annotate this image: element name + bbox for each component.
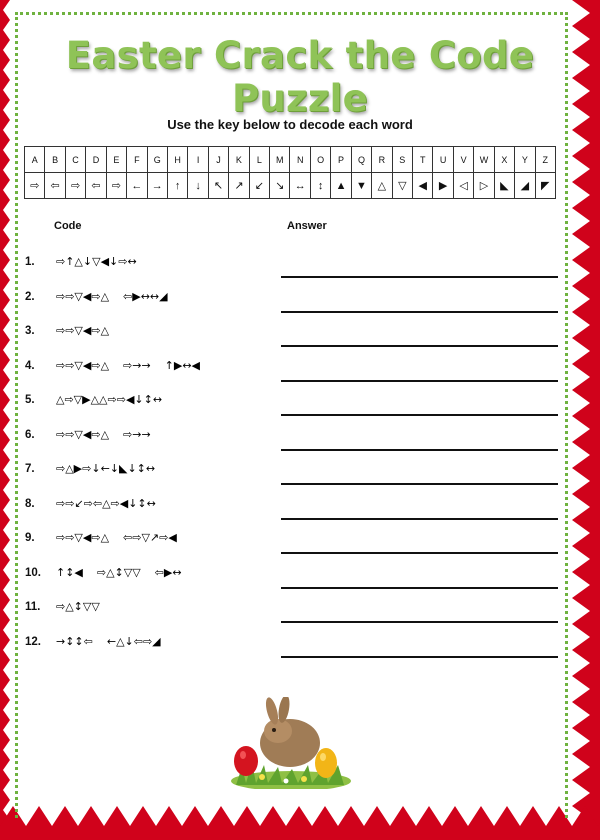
key-symbol-t: ◀ xyxy=(413,173,433,199)
key-letter-o: O xyxy=(310,147,330,173)
answer-line-7[interactable] xyxy=(281,483,558,485)
key-symbol-k: ↗ xyxy=(229,173,249,199)
key-symbol-i: ↓ xyxy=(188,173,208,199)
puzzle-item-9 xyxy=(25,532,275,550)
key-symbol-m: ↘ xyxy=(270,173,290,199)
key-symbol-e: ⇨ xyxy=(106,173,126,199)
page-title: Easter Crack the Code Puzzle xyxy=(65,34,535,120)
key-letter-d: D xyxy=(86,147,106,173)
item-number: 9. xyxy=(25,532,35,544)
item-number: 3. xyxy=(25,325,35,337)
puzzle-item-3 xyxy=(25,325,275,343)
key-letter-l: L xyxy=(249,147,269,173)
key-symbol-h: ↑ xyxy=(167,173,187,199)
answer-line-3[interactable] xyxy=(281,345,558,347)
key-letter-y: Y xyxy=(515,147,535,173)
key-letter-q: Q xyxy=(351,147,371,173)
item-code: ⇨⇨▽◀⇨△ ⇦▶↔↔◢ xyxy=(56,289,168,303)
key-letter-w: W xyxy=(474,147,494,173)
item-code: ⇨⇨↙⇨⇦△⇨◀↓↕↔ xyxy=(56,496,156,510)
key-letter-a: A xyxy=(25,147,45,173)
item-number: 10. xyxy=(25,566,41,579)
key-letter-i: I xyxy=(188,147,208,173)
answer-line-8[interactable] xyxy=(281,518,558,520)
item-number: 1. xyxy=(25,256,35,268)
key-letter-x: X xyxy=(494,147,514,173)
key-symbol-c: ⇨ xyxy=(65,173,85,199)
answer-line-1[interactable] xyxy=(281,276,558,278)
answer-line-6[interactable] xyxy=(281,449,558,451)
puzzle-item-4 xyxy=(25,360,275,378)
key-symbol-a: ⇨ xyxy=(25,173,45,199)
key-symbol-row xyxy=(25,173,556,199)
key-symbol-o: ↕ xyxy=(310,173,330,199)
key-letter-t: T xyxy=(413,147,433,173)
item-number: 6. xyxy=(25,428,35,441)
item-code: ⇨⇨▽◀⇨△ xyxy=(56,324,110,337)
puzzle-item-11 xyxy=(25,601,275,619)
key-symbol-r: △ xyxy=(372,173,392,199)
item-code: ⇨⇨▽◀⇨△ ⇨→→ xyxy=(56,427,151,441)
key-symbol-q: ▼ xyxy=(351,173,371,199)
answer-line-4[interactable] xyxy=(281,380,558,382)
answer-line-5[interactable] xyxy=(281,414,558,416)
key-letter-z: Z xyxy=(535,147,555,173)
key-letter-g: G xyxy=(147,147,167,173)
item-number: 4. xyxy=(25,359,35,372)
key-letter-h: H xyxy=(167,147,187,173)
code-column-header: Code xyxy=(54,220,82,232)
key-letter-e: E xyxy=(106,147,126,173)
answer-line-2[interactable] xyxy=(281,311,558,313)
item-code: ↑↕◀ ⇨△↕▽▽ ⇦▶↔ xyxy=(56,565,182,579)
item-number: 2. xyxy=(25,290,35,303)
item-code: →↕↕⇦ ←△↓⇦⇨◢ xyxy=(56,634,161,648)
puzzle-item-1 xyxy=(25,256,275,274)
cipher-key-table xyxy=(24,146,556,199)
key-letter-row xyxy=(25,147,556,173)
key-letter-j: J xyxy=(208,147,228,173)
item-number: 11. xyxy=(25,601,41,613)
instruction-text: Use the key below to decode each word xyxy=(167,117,413,132)
answer-line-11[interactable] xyxy=(281,621,558,623)
key-letter-f: F xyxy=(127,147,147,173)
key-letter-r: R xyxy=(372,147,392,173)
key-symbol-b: ⇦ xyxy=(45,173,65,199)
key-symbol-j: ↖ xyxy=(208,173,228,199)
key-letter-n: N xyxy=(290,147,310,173)
key-symbol-p: ▲ xyxy=(331,173,351,199)
key-symbol-n: ↔ xyxy=(290,173,310,199)
easter-bunny-image xyxy=(228,697,354,789)
puzzle-item-10 xyxy=(25,567,275,585)
answer-line-9[interactable] xyxy=(281,552,558,554)
puzzle-item-5 xyxy=(25,394,275,412)
puzzle-item-8 xyxy=(25,498,275,516)
item-code: ⇨⇨▽◀⇨△ ⇨→→ ↑▶↔◀ xyxy=(56,358,201,372)
answer-column-header: Answer xyxy=(287,220,327,232)
item-code: ⇨△↕▽▽ xyxy=(56,600,100,613)
item-number: 5. xyxy=(25,394,35,406)
key-symbol-f: ← xyxy=(127,173,147,199)
item-code: △⇨▽▶△△⇨⇨◀↓↕↔ xyxy=(56,393,163,406)
key-symbol-s: ▽ xyxy=(392,173,412,199)
key-symbol-z: ◤ xyxy=(535,173,555,199)
key-symbol-v: ◁ xyxy=(453,173,473,199)
key-letter-s: S xyxy=(392,147,412,173)
answer-line-12[interactable] xyxy=(281,656,558,658)
puzzle-item-2 xyxy=(25,291,275,309)
key-letter-b: B xyxy=(45,147,65,173)
key-symbol-u: ▶ xyxy=(433,173,453,199)
puzzle-item-6 xyxy=(25,429,275,447)
key-symbol-g: → xyxy=(147,173,167,199)
key-symbol-y: ◢ xyxy=(515,173,535,199)
key-letter-k: K xyxy=(229,147,249,173)
answer-line-10[interactable] xyxy=(281,587,558,589)
key-letter-v: V xyxy=(453,147,473,173)
item-number: 12. xyxy=(25,635,41,648)
puzzle-item-7 xyxy=(25,463,275,481)
key-symbol-x: ◣ xyxy=(494,173,514,199)
item-code: ⇨⇨▽◀⇨△ ⇦⇨▽↗⇨◀ xyxy=(56,531,177,544)
item-number: 7. xyxy=(25,463,35,475)
puzzle-item-12 xyxy=(25,636,275,654)
item-code: ⇨↑△↓▽◀↓⇨↔ xyxy=(56,255,137,268)
item-code: ⇨△▶⇨↓←↓◣↓↕↔ xyxy=(56,462,156,475)
key-symbol-l: ↙ xyxy=(249,173,269,199)
item-number: 8. xyxy=(25,497,35,510)
key-letter-u: U xyxy=(433,147,453,173)
key-letter-p: P xyxy=(331,147,351,173)
key-letter-m: M xyxy=(270,147,290,173)
key-letter-c: C xyxy=(65,147,85,173)
key-symbol-d: ⇦ xyxy=(86,173,106,199)
key-symbol-w: ▷ xyxy=(474,173,494,199)
